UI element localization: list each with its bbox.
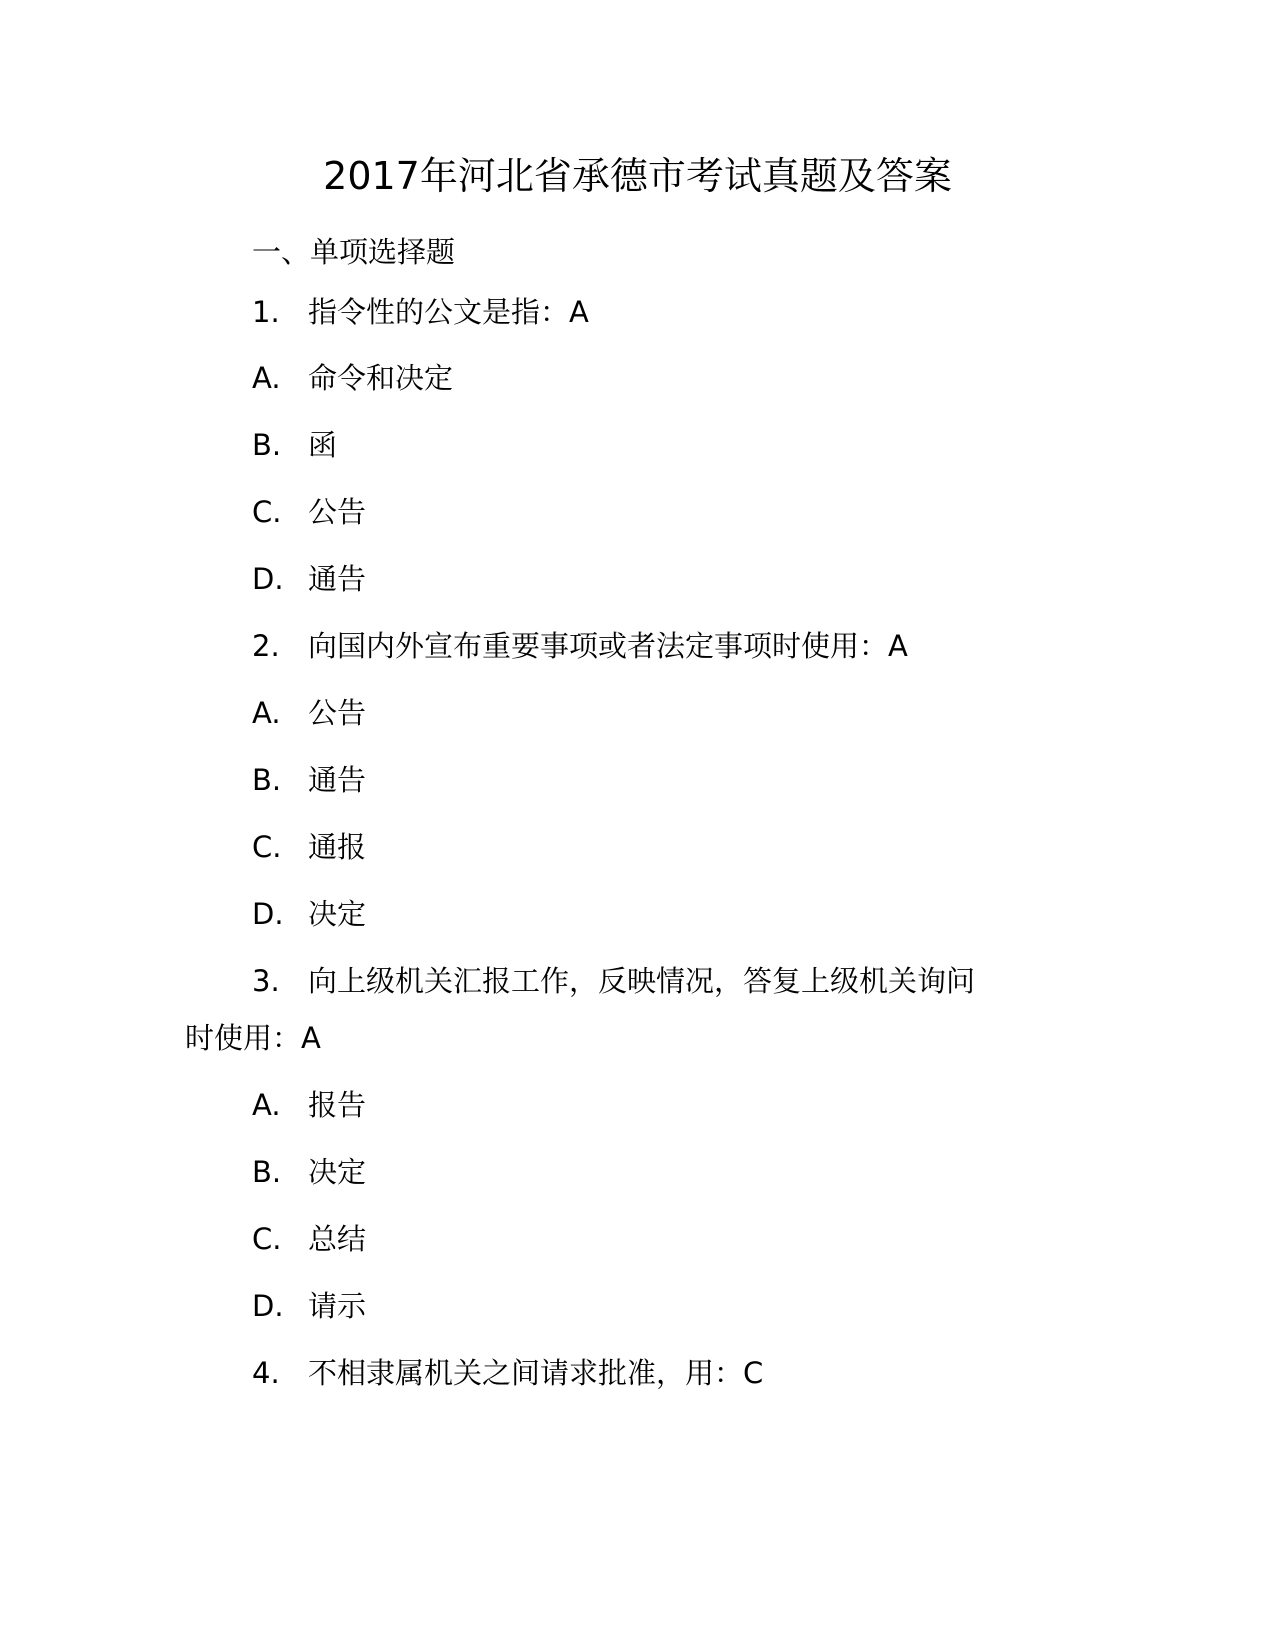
question-2-option-c bbox=[252, 827, 366, 867]
question-4-text: 不相隶属机关之间请求批准，用：C bbox=[308, 1356, 764, 1390]
option-letter: B. bbox=[252, 763, 282, 797]
section-heading: 一、单项选择题 bbox=[252, 235, 456, 269]
question-3-option-c bbox=[252, 1219, 366, 1259]
question-3-text: 向上级机关汇报工作，反映情况，答复上级机关询问 bbox=[308, 964, 976, 998]
question-2-option-b bbox=[252, 760, 366, 800]
document-title: 2017年河北省承德市考试真题及答案 bbox=[323, 154, 952, 198]
question-1-option-c bbox=[252, 492, 366, 532]
question-3 bbox=[252, 961, 975, 1001]
option-text: 通告 bbox=[308, 763, 367, 797]
option-letter: B. bbox=[252, 428, 282, 462]
question-3-option-d bbox=[252, 1286, 366, 1326]
option-text: 决定 bbox=[308, 1155, 367, 1189]
question-1-text: 指令性的公文是指：A bbox=[308, 295, 589, 329]
question-2-option-a bbox=[252, 693, 366, 733]
option-text: 公告 bbox=[308, 495, 367, 529]
question-3-option-a bbox=[252, 1085, 366, 1125]
question-1-number: 1. bbox=[252, 295, 280, 329]
question-1-option-d bbox=[252, 559, 366, 599]
question-1-option-b bbox=[252, 425, 337, 465]
option-letter: C. bbox=[252, 495, 282, 529]
question-2-text: 向国内外宣布重要事项或者法定事项时使用：A bbox=[308, 629, 908, 663]
question-2-number: 2. bbox=[252, 629, 280, 663]
option-text: 命令和决定 bbox=[308, 361, 454, 395]
option-text: 函 bbox=[308, 428, 338, 462]
option-letter: A. bbox=[252, 696, 281, 730]
option-letter: C. bbox=[252, 1222, 282, 1256]
option-letter: A. bbox=[252, 361, 281, 395]
question-2-option-d bbox=[252, 894, 366, 934]
option-text: 通报 bbox=[308, 830, 367, 864]
question-2 bbox=[252, 626, 908, 666]
question-3-text-continued: 时使用：A bbox=[185, 1021, 321, 1055]
question-3-number: 3. bbox=[252, 964, 280, 998]
option-letter: D. bbox=[252, 1289, 284, 1323]
question-1 bbox=[252, 292, 589, 332]
option-text: 报告 bbox=[308, 1088, 367, 1122]
option-text: 通告 bbox=[308, 562, 367, 596]
option-letter: D. bbox=[252, 562, 284, 596]
question-1-option-a bbox=[252, 358, 453, 398]
question-4 bbox=[252, 1353, 763, 1393]
question-4-number: 4. bbox=[252, 1356, 280, 1390]
option-letter: B. bbox=[252, 1155, 282, 1189]
option-letter: A. bbox=[252, 1088, 281, 1122]
option-text: 总结 bbox=[308, 1222, 367, 1256]
option-letter: D. bbox=[252, 897, 284, 931]
option-text: 决定 bbox=[308, 897, 367, 931]
option-letter: C. bbox=[252, 830, 282, 864]
option-text: 请示 bbox=[308, 1289, 367, 1323]
option-text: 公告 bbox=[308, 696, 367, 730]
question-3-option-b bbox=[252, 1152, 366, 1192]
